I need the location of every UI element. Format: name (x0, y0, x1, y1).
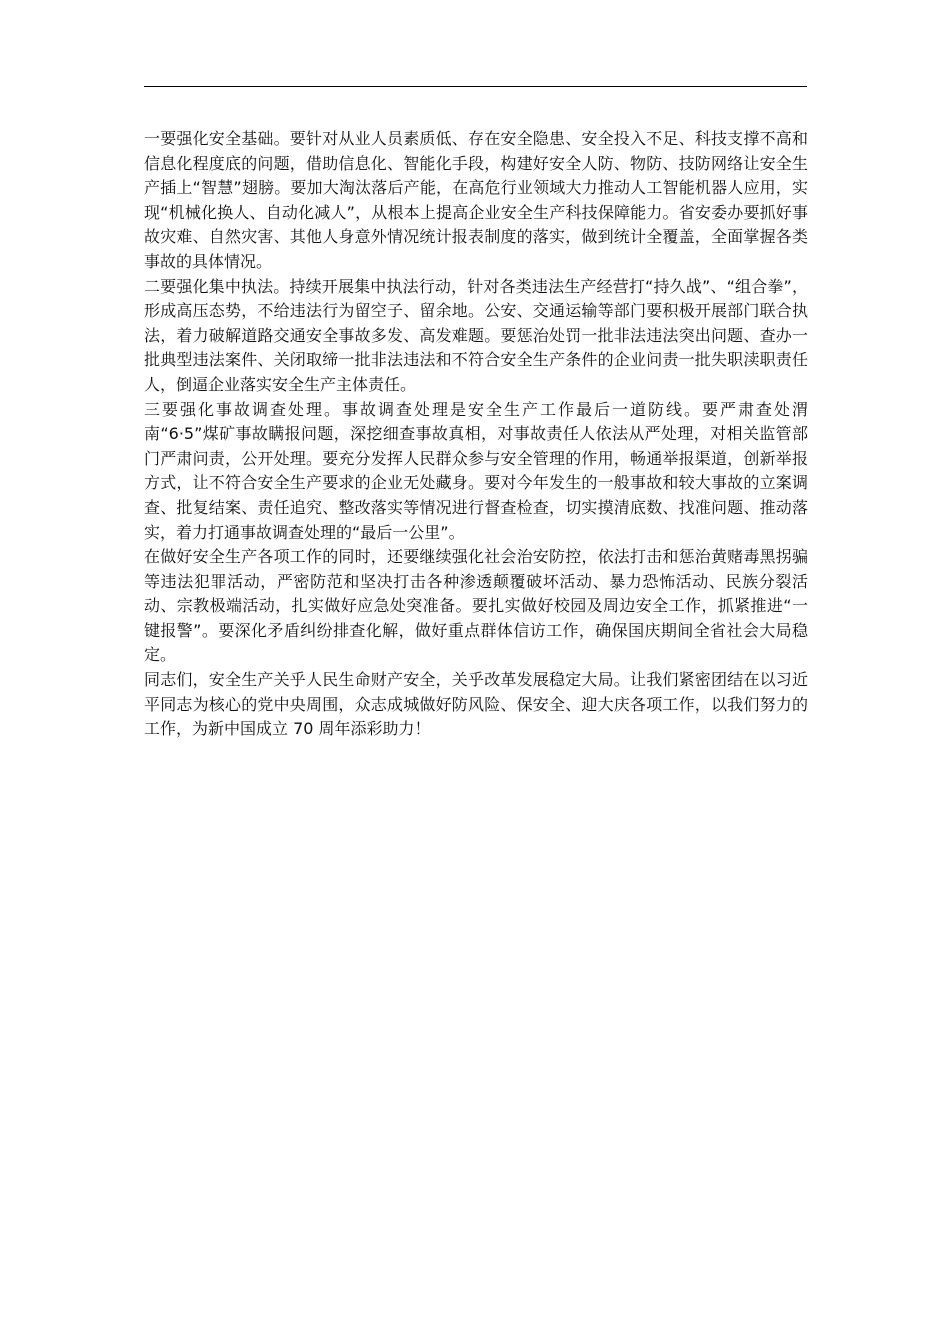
paragraph-enforcement: 二要强化集中执法。持续开展集中执法行动，针对各类违法生产经营打“持久战”、“组合拳”，形成高压态势，不给违法行为留空子、留余地。公安、交通运输等部门要积极开展部门联合执法，着力破解道路交通安全事故多发、高发难题。要惩治处罚一批非法违法突出问题、查办一批典型违法案件、关闭取缔一批非法违法和不符合安全生产条件的企业问责一批失职渎职责任人，倒逼企业落实安全生产主体责任。 (144, 276, 808, 394)
paragraph-public-security: 在做好安全生产各项工作的同时，还要继续强化社会治安防控，依法打击和惩治黄赌毒黑拐骗等违法犯罪活动，严密防范和坚决打击各种渗透颠覆破坏活动、暴力恐怖活动、民族分裂活动、宗教极端活动，扎实做好应急处突准备。要扎实做好校园及周边安全工作，抓紧推进“一键报警”。要深化矛盾纠纷排查化解，做好重点群体信访工作，确保国庆期间全省社会大局稳定。 (144, 547, 808, 665)
paragraph-safety-foundation: 一要强化安全基础。要针对从业人员素质低、存在安全隐患、安全投入不足、科技支撑不高和信息化程度底的问题，借助信息化、智能化手段，构建好安全人防、物防、技防网络让安全生产插上“智慧”翅膀。要加大淘汰落后产能，在高危行业领域大力推动人工智能机器人应用，实现“机械化换人、自动化减人”，从根本上提高企业安全生产科技保障能力。省安委办要抓好事故灾难、自然灾害、其他人身意外情况统计报表制度的落实，做到统计全覆盖，全面掌握各类事故的具体情况。 (144, 129, 808, 271)
paragraph-closing: 同志们，安全生产关乎人民生命财产安全，关乎改革发展稳定大局。让我们紧密团结在以习近平同志为核心的党中央周围，众志成城做好防风险、保安全、迎大庆各项工作，以我们努力的工作，为新中国成立 70 周年添彩助力！ (144, 670, 808, 739)
document-body (144, 127, 808, 742)
header-rule (144, 86, 807, 87)
paragraph-accident-investigation: 三要强化事故调查处理。事故调查处理是安全生产工作最后一道防线。要严肃查处渭南“6·5”煤矿事故瞒报问题，深挖细查事故真相，对事故责任人依法从严处理，对相关监管部门严肃问责，公开处理。要充分发挥人民群众参与安全管理的作用，畅通举报渠道，创新举报方式，让不符合安全生产要求的企业无处藏身。要对今年发生的一般事故和较大事故的立案调查、批复结案、责任追究、整改落实等情况进行督查检查，切实摸清底数、找准问题、推动落实，着力打通事故调查处理的“最后一公里”。 (144, 399, 808, 542)
